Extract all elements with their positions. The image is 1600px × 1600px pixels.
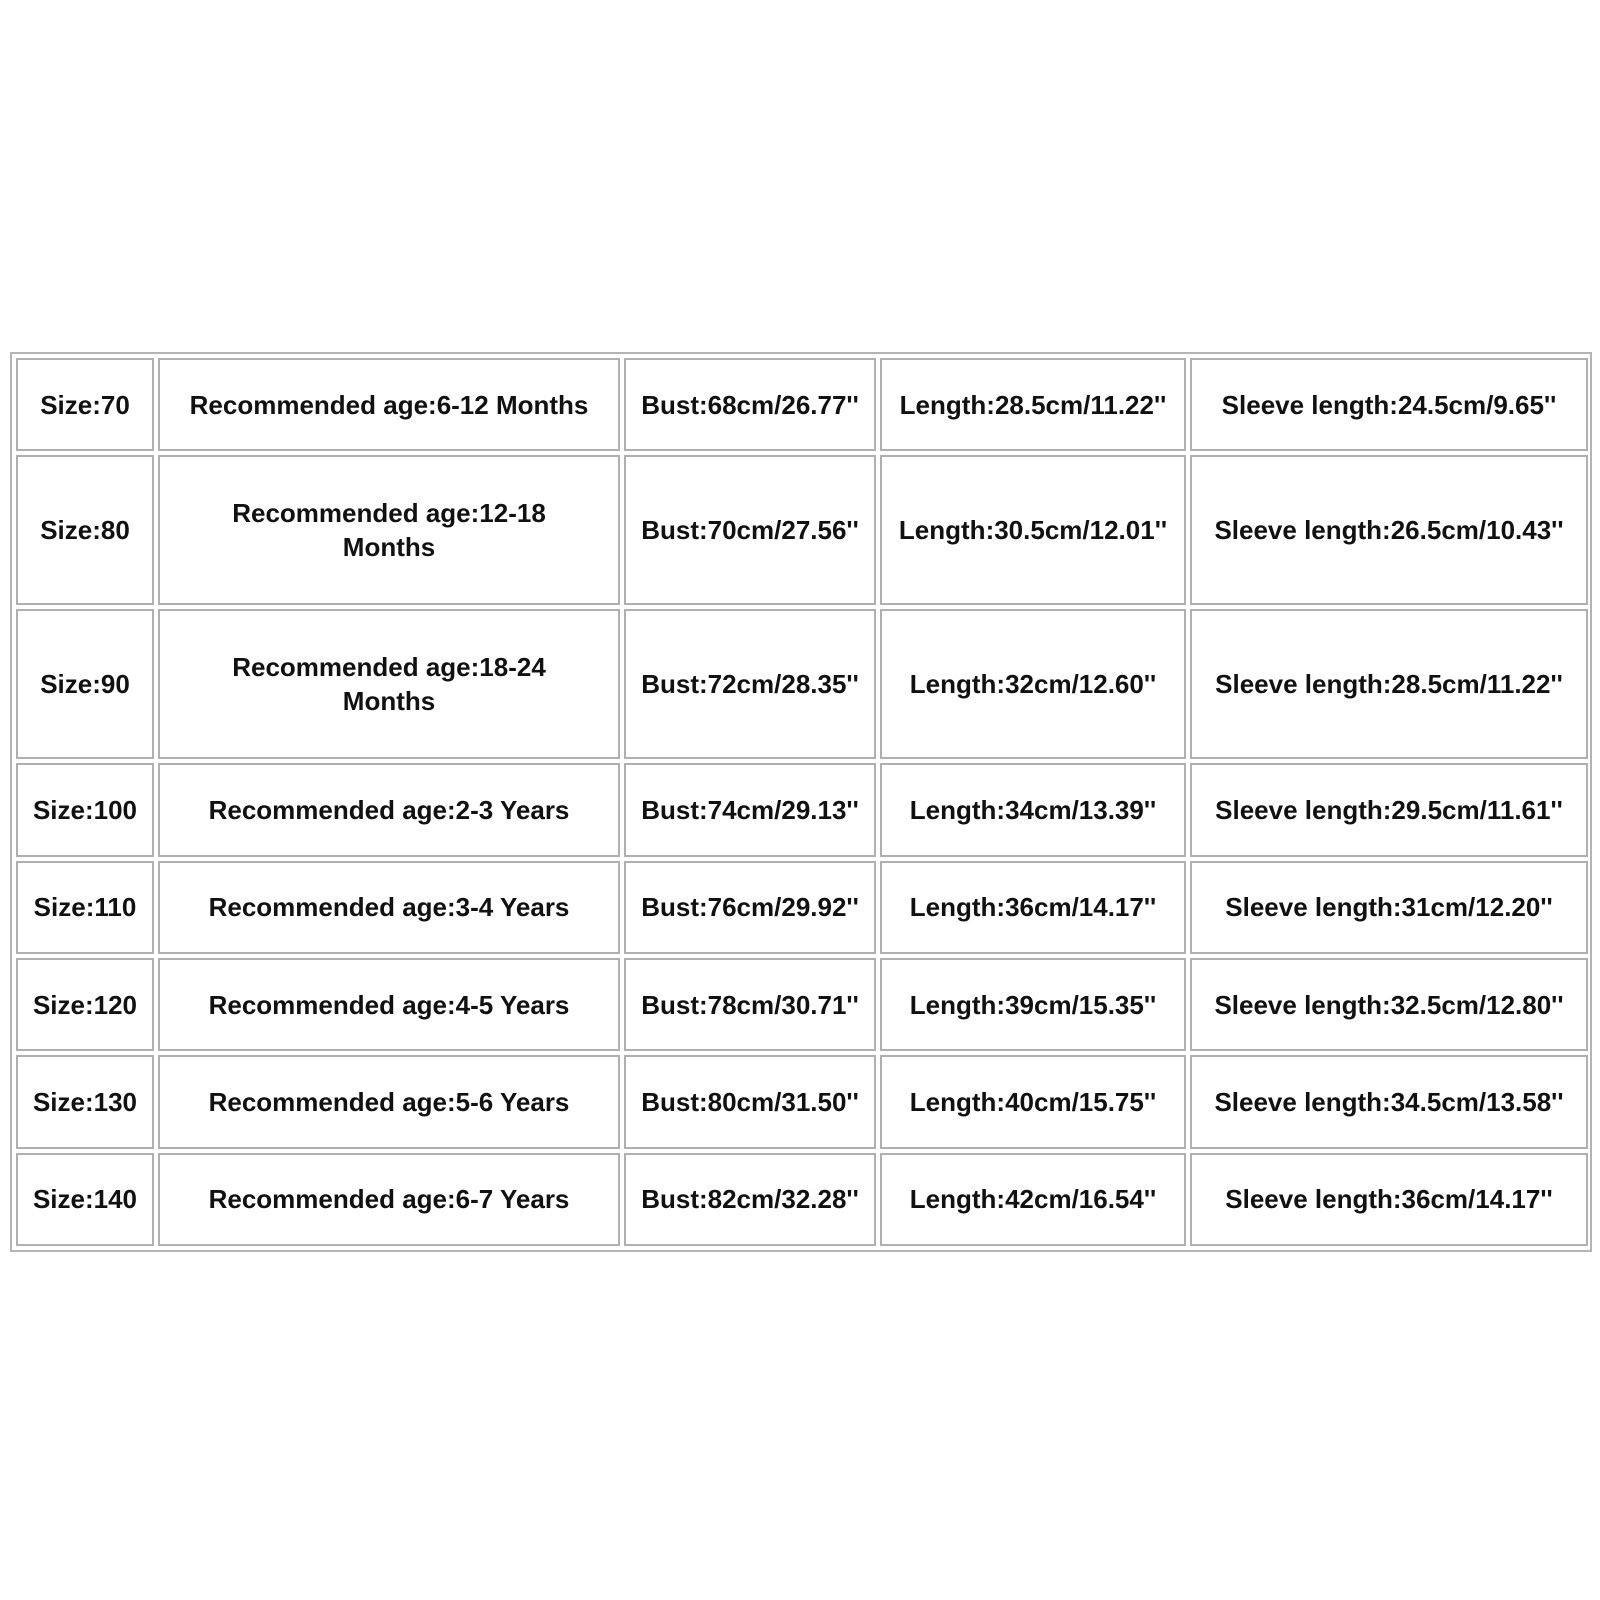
sleeve-length-cell: Sleeve length:28.5cm/11.22'' <box>1190 609 1588 759</box>
bust-cell: Bust:82cm/32.28'' <box>624 1153 876 1246</box>
sleeve-length-cell: Sleeve length:26.5cm/10.43'' <box>1190 455 1588 605</box>
size-cell: Size:70 <box>16 358 154 451</box>
size-chart-table <box>12 354 1592 1250</box>
length-cell: Length:39cm/15.35'' <box>880 958 1186 1051</box>
size-cell: Size:100 <box>16 763 154 856</box>
sleeve-length-cell: Sleeve length:29.5cm/11.61'' <box>1190 763 1588 856</box>
size-cell: Size:110 <box>16 861 154 954</box>
size-cell: Size:130 <box>16 1055 154 1148</box>
length-cell: Length:32cm/12.60'' <box>880 609 1186 759</box>
sleeve-length-cell: Sleeve length:32.5cm/12.80'' <box>1190 958 1588 1051</box>
table-row <box>16 358 1588 451</box>
age-cell: Recommended age:18-24 Months <box>158 609 620 759</box>
length-cell: Length:34cm/13.39'' <box>880 763 1186 856</box>
table-row <box>16 861 1588 954</box>
bust-cell: Bust:72cm/28.35'' <box>624 609 876 759</box>
size-cell: Size:90 <box>16 609 154 759</box>
age-cell: Recommended age:12-18 Months <box>158 455 620 605</box>
age-cell: Recommended age:6-12 Months <box>158 358 620 451</box>
age-cell: Recommended age:3-4 Years <box>158 861 620 954</box>
sleeve-length-cell: Sleeve length:34.5cm/13.58'' <box>1190 1055 1588 1148</box>
sleeve-length-cell: Sleeve length:24.5cm/9.65'' <box>1190 358 1588 451</box>
bust-cell: Bust:80cm/31.50'' <box>624 1055 876 1148</box>
table-row <box>16 609 1588 759</box>
bust-cell: Bust:76cm/29.92'' <box>624 861 876 954</box>
bust-cell: Bust:70cm/27.56'' <box>624 455 876 605</box>
age-cell: Recommended age:6-7 Years <box>158 1153 620 1246</box>
sleeve-length-cell: Sleeve length:31cm/12.20'' <box>1190 861 1588 954</box>
sleeve-length-cell: Sleeve length:36cm/14.17'' <box>1190 1153 1588 1246</box>
size-cell: Size:140 <box>16 1153 154 1246</box>
table-row <box>16 763 1588 856</box>
length-cell: Length:28.5cm/11.22'' <box>880 358 1186 451</box>
bust-cell: Bust:78cm/30.71'' <box>624 958 876 1051</box>
table-row <box>16 1055 1588 1148</box>
table-row <box>16 958 1588 1051</box>
table-row <box>16 455 1588 605</box>
age-cell: Recommended age:5-6 Years <box>158 1055 620 1148</box>
length-cell: Length:40cm/15.75'' <box>880 1055 1186 1148</box>
size-chart <box>10 352 1592 1252</box>
bust-cell: Bust:68cm/26.77'' <box>624 358 876 451</box>
length-cell: Length:42cm/16.54'' <box>880 1153 1186 1246</box>
bust-cell: Bust:74cm/29.13'' <box>624 763 876 856</box>
length-cell: Length:30.5cm/12.01'' <box>880 455 1186 605</box>
age-cell: Recommended age:2-3 Years <box>158 763 620 856</box>
size-cell: Size:80 <box>16 455 154 605</box>
table-row <box>16 1153 1588 1246</box>
length-cell: Length:36cm/14.17'' <box>880 861 1186 954</box>
age-cell: Recommended age:4-5 Years <box>158 958 620 1051</box>
size-cell: Size:120 <box>16 958 154 1051</box>
